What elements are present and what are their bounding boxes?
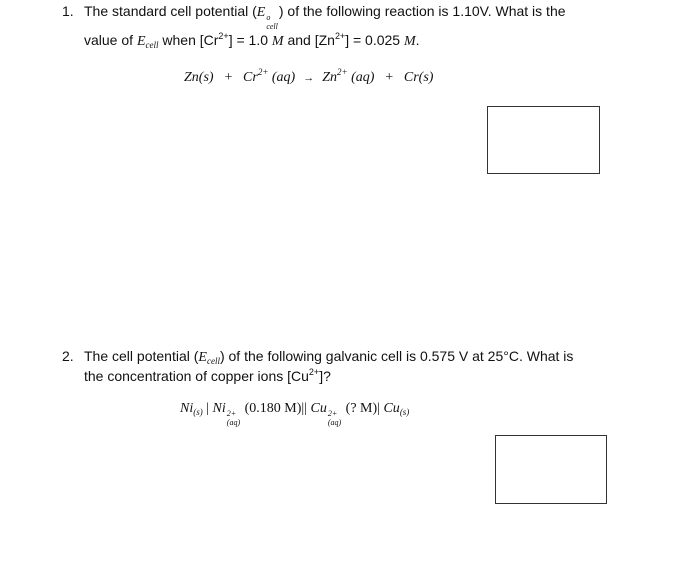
- ecell-symbol: $E_{cell}$: [198, 350, 220, 366]
- question-2-number: 2.: [62, 348, 74, 364]
- galvanic-cell-notation: $Ni_{(s)}$ | Ni 2+ (aq) (0.180 M)|| Cu 2+ (aq) (? M)| $Cu_{(s)}$: [180, 401, 410, 427]
- question-1-number: 1.: [62, 3, 74, 19]
- reaction-arrow-icon: →: [303, 72, 315, 84]
- question-2-text: [84, 347, 682, 385]
- question-1-line-2: value of $E_{cell}$ when $[Cr^{2+}] = 1.0$ M and $[Zn^{2+}] = 0.025$ M.: [84, 31, 420, 50]
- question-2-line-2: the concentration of copper ions $[Cu^{2+}]$?: [84, 367, 331, 384]
- answer-box-1[interactable]: [487, 106, 600, 174]
- question-2-line-1: The cell potential $(E_{cell})$ of the following galvanic cell is 0.575 V at 25°C. What is: [84, 348, 574, 366]
- ecell-symbol: $E_{cell}$: [136, 34, 159, 50]
- question-1-line-1: The standard cell potential (E o cell ) of the following reaction is 1.10V. What is the: [84, 3, 566, 31]
- reaction-equation: $Zn(s) + Cr^{2+}$ $(aq) \to Zn^{2+}$ (aq) + Cr(s): [184, 67, 434, 85]
- question-2: [62, 347, 682, 385]
- question-1: [62, 2, 682, 51]
- answer-box-2[interactable]: [495, 435, 607, 504]
- standard-cell-potential-symbol: E o cell: [256, 5, 278, 31]
- question-1-text: [84, 2, 682, 51]
